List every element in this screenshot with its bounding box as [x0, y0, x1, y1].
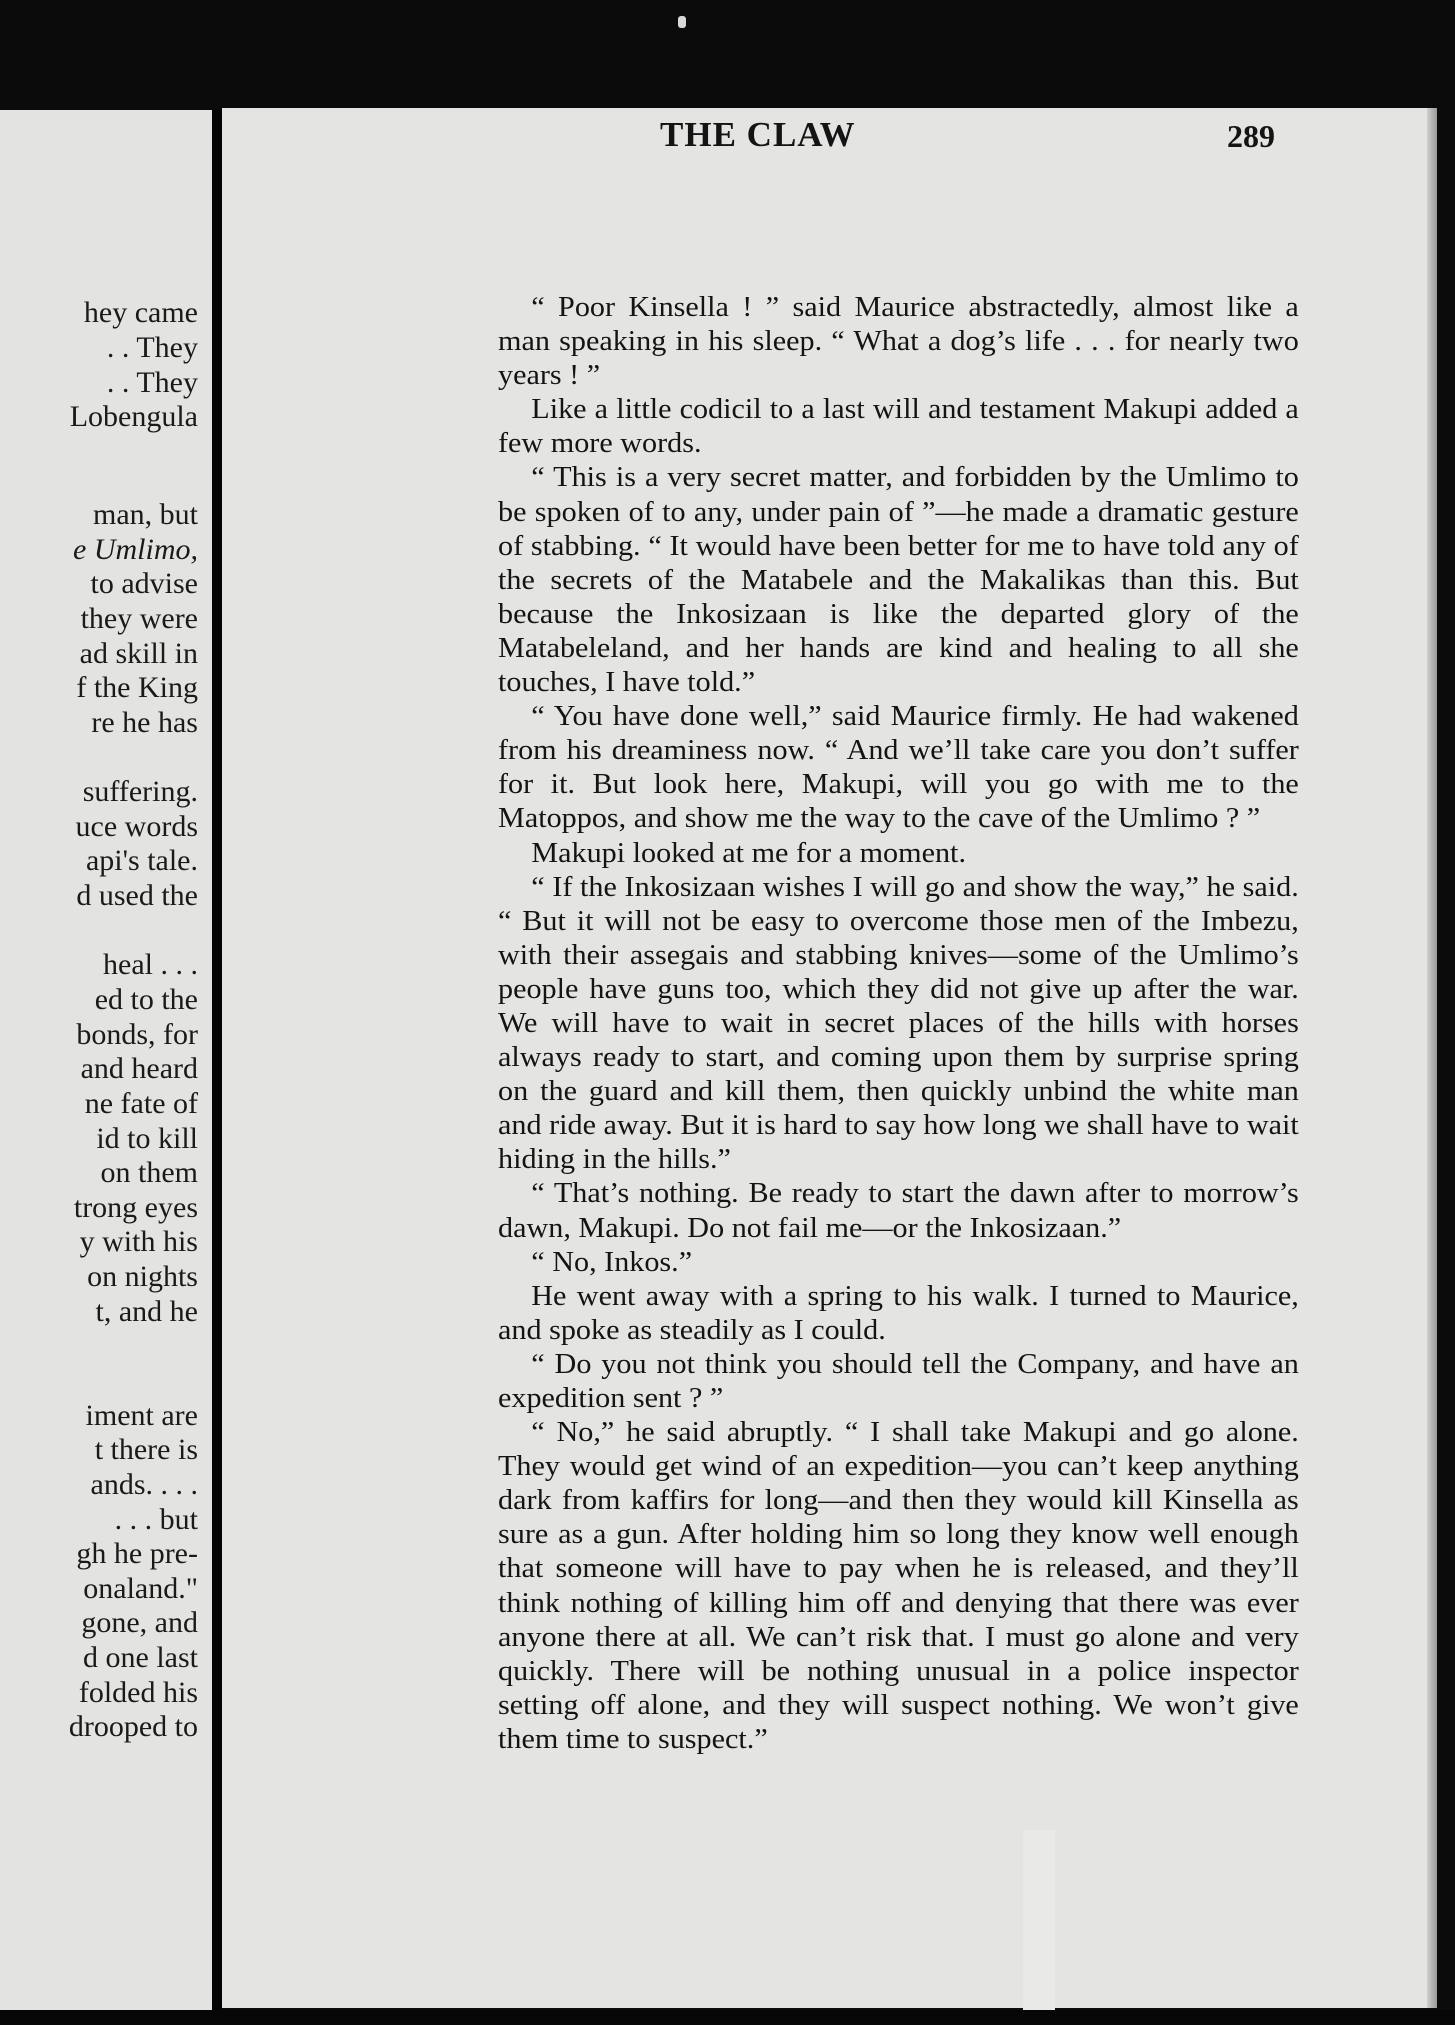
left-fragment: gone, and [81, 1606, 198, 1639]
scan-speck [678, 16, 686, 28]
paragraph: “ If the Inkosizaan wishes I will go and show the way,” he said. “ But it will not be easy to overcome those men of the Imbezu, with their assegais and stabbing knives—some of the Umlimo’s people have guns too, which they did not give up after the war. We will have to wait in secret places of the hills with horses always ready to start, and coming upon them by surprise spring on the guard and kill them, then quickly unbind the white man and ride away. But it is hard to say how long we shall have to wait hiding in the hills.” [498, 870, 1299, 1176]
left-fragment: . . . but [114, 1503, 198, 1536]
bookmark-tab [1023, 1830, 1055, 2025]
left-fragment: ad skill in [79, 637, 198, 670]
left-fragment: suffering. [82, 775, 198, 808]
left-fragment: d one last [83, 1641, 198, 1674]
page-header [400, 115, 1275, 155]
paragraph: “ You have done well,” said Maurice firmly. He had wakened from his dreaminess now. “ And we’ll take care you don’t suffer for it. But look here, Makupi, will you go with me to the Matoppos, and show me the way to the cave of the Umlimo ? ” [498, 700, 1299, 835]
left-fragment: heal . . . [103, 948, 198, 981]
paragraph: “ No,” he said abruptly. “ I shall take Makupi and go alone. They would get wind of an expedition—you can’t keep anything dark from kaffirs for long—and then they would kill Kinsella as sure as a gun. After holding him so long they know well enough that someone will have to pay when he is released, and they’ll think nothing of killing him off and denying that there was ever anyone there at all. We can’t risk that. I must go alone and very quickly. There will be nothing unusual in a police inspector setting off alone, and they will suspect nothing. We won’t give them time to suspect.” [498, 1416, 1299, 1755]
scan-border [0, 2010, 1455, 2025]
left-fragment: folded his [78, 1676, 198, 1709]
paragraph: Makupi looked at me for a moment. [531, 836, 966, 869]
left-fragment: onaland." [83, 1572, 198, 1605]
page-edge [1427, 108, 1437, 2008]
left-fragment: e Umlimo, [73, 533, 198, 566]
left-fragment: t there is [94, 1433, 198, 1466]
left-fragment: to advise [90, 567, 198, 600]
left-fragment: on them [100, 1156, 198, 1189]
left-fragment: on nights [87, 1260, 198, 1293]
left-fragment: d used the [76, 879, 198, 912]
left-fragment: id to kill [96, 1122, 198, 1155]
left-fragment: t, and he [95, 1295, 198, 1328]
left-fragment: drooped to [68, 1710, 198, 1743]
running-title: THE CLAW [660, 115, 856, 154]
book-gutter [212, 110, 222, 2010]
left-page [0, 110, 212, 2010]
left-fragment: iment are [85, 1399, 198, 1432]
left-fragment: api's tale. [85, 844, 198, 877]
left-fragment: . . They [106, 366, 198, 399]
paragraph: He went away with a spring to his walk. I turned to Maurice, and spoke as steadily as I could. [498, 1279, 1299, 1346]
left-fragment: ne fate of [84, 1087, 198, 1120]
left-fragment: trong eyes [73, 1191, 198, 1224]
left-fragment: ed to the [94, 983, 198, 1016]
paragraph: “ Do you not think you should tell the Company, and have an expedition sent ? ” [498, 1347, 1299, 1414]
body-text [498, 290, 1299, 1756]
left-fragment: and heard [80, 1052, 198, 1085]
paragraph: “ Poor Kinsella ! ” said Maurice abstractedly, almost like a man speaking in his sleep. “ What a dog’s life . . . for nearly two years ! ” [498, 291, 1299, 392]
left-fragment: man, but [93, 498, 198, 531]
paragraph: “ No, Inkos.” [531, 1245, 693, 1278]
page-number: 289 [1227, 118, 1275, 154]
left-fragment: bonds, for [76, 1018, 198, 1051]
left-fragment: re he has [91, 706, 198, 739]
left-fragment: Lobengula [69, 400, 198, 433]
left-fragment: gh he pre- [76, 1537, 198, 1570]
left-fragment: y with his [79, 1225, 198, 1258]
paragraph: Like a little codicil to a last will and testament Makupi added a few more words. [498, 393, 1299, 460]
left-fragment: uce words [75, 810, 198, 843]
left-fragment: hey came [83, 296, 198, 329]
left-fragment: f the King [76, 671, 198, 704]
paragraph: “ That’s nothing. Be ready to start the dawn after to morrow’s dawn, Makupi. Do not fail me—or the Inkosizaan.” [498, 1177, 1299, 1244]
paragraph: “ This is a very secret matter, and forbidden by the Umlimo to be spoken of to any, under pain of ”—he made a dramatic gesture of stabbing. “ It would have been better for me to have told any of the secrets of the Matabele and the Makalikas than this. But because the Inkosizaan is like the departed glory of the Matabeleland, and her hands are kind and healing to all she touches, I have told.” [498, 461, 1299, 699]
left-fragment: . . They [106, 331, 198, 364]
left-fragment: ands. . . . [90, 1468, 198, 1501]
left-fragment: they were [80, 602, 198, 635]
